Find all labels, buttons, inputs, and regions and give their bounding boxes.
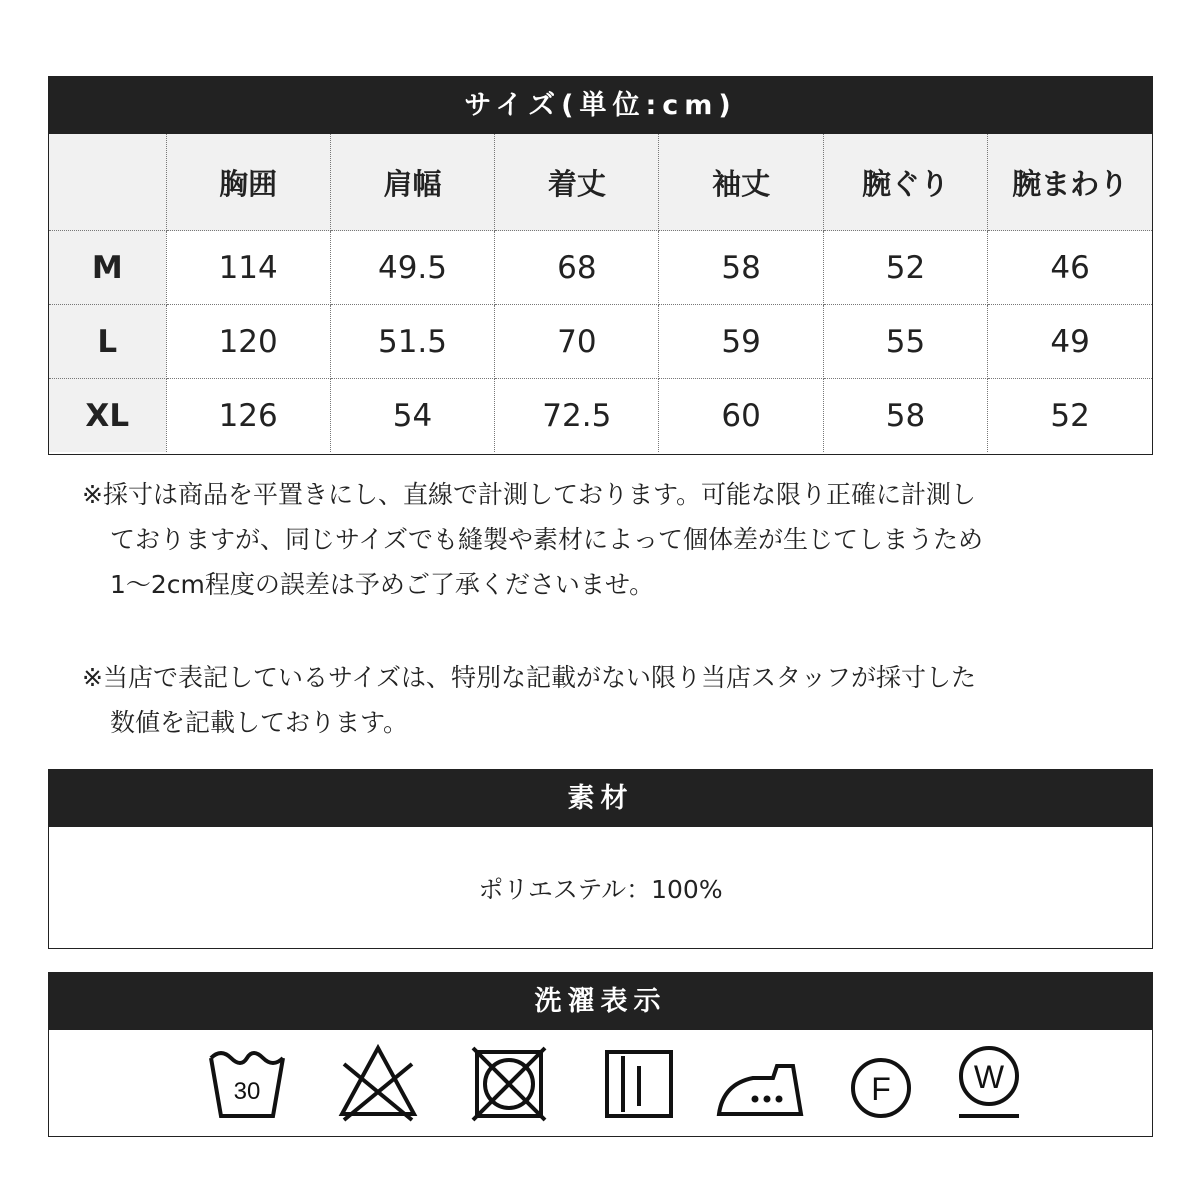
line-dry-icon xyxy=(599,1044,679,1124)
note-line: ※当店で表記しているサイズは、特別な記載がない限り当店スタッフが採寸した xyxy=(82,663,976,692)
table-cell: 126 xyxy=(166,379,330,453)
table-cell: 58 xyxy=(823,379,987,453)
column-header-corner xyxy=(49,134,166,231)
table-cell: 114 xyxy=(166,231,330,305)
size-source-note xyxy=(82,655,1142,745)
no-bleach-icon xyxy=(338,1044,418,1124)
size-table-title: サイズ(単位:cm) xyxy=(49,77,1152,134)
table-cell: 46 xyxy=(988,231,1152,305)
table-cell: 52 xyxy=(988,379,1152,453)
wet-clean-letter: W xyxy=(973,1059,1005,1095)
material-title: 素材 xyxy=(49,770,1152,827)
size-table-section xyxy=(48,76,1153,455)
table-cell: 49 xyxy=(988,305,1152,379)
table-row xyxy=(49,379,1152,453)
size-label: XL xyxy=(49,379,166,453)
note-line: 数値を記載しております。 xyxy=(110,708,409,737)
measurement-note xyxy=(82,472,1142,607)
column-header-arm-circumference: 腕まわり xyxy=(988,134,1152,231)
dry-clean-f-icon xyxy=(841,1044,921,1124)
table-cell: 72.5 xyxy=(495,379,659,453)
dry-clean-letter: F xyxy=(871,1071,891,1107)
table-cell: 120 xyxy=(166,305,330,379)
material-section xyxy=(48,769,1153,949)
note-line: ておりますが、同じサイズでも縫製や素材によって個体差が生じてしまうため xyxy=(110,525,984,554)
table-cell: 68 xyxy=(495,231,659,305)
table-cell: 51.5 xyxy=(330,305,494,379)
no-tumble-dry-icon xyxy=(469,1044,549,1124)
wash-30-icon xyxy=(207,1044,287,1124)
table-row xyxy=(49,231,1152,305)
table-cell: 70 xyxy=(495,305,659,379)
table-cell: 59 xyxy=(659,305,823,379)
note-line: ※採寸は商品を平置きにし、直線で計測しております。可能な限り正確に計測し xyxy=(82,480,976,509)
column-header-chest: 胸囲 xyxy=(166,134,330,231)
wet-clean-w-icon xyxy=(949,1044,1029,1124)
size-label: M xyxy=(49,231,166,305)
column-header-sleeve: 袖丈 xyxy=(659,134,823,231)
care-title: 洗濯表示 xyxy=(49,973,1152,1030)
table-cell: 54 xyxy=(330,379,494,453)
note-line: 1〜2cm程度の誤差は予めご了承くださいませ。 xyxy=(110,570,655,599)
column-header-length: 着丈 xyxy=(495,134,659,231)
iron-low-icon xyxy=(715,1044,805,1124)
size-table xyxy=(49,134,1152,452)
table-cell: 55 xyxy=(823,305,987,379)
size-label: L xyxy=(49,305,166,379)
column-header-shoulder: 肩幅 xyxy=(330,134,494,231)
table-cell: 58 xyxy=(659,231,823,305)
wash-temperature-label: 30 xyxy=(233,1078,261,1105)
table-cell: 49.5 xyxy=(330,231,494,305)
size-table-header-row xyxy=(49,134,1152,231)
material-text: ポリエステル：100% xyxy=(478,874,723,904)
table-cell: 60 xyxy=(659,379,823,453)
column-header-armhole: 腕ぐり xyxy=(823,134,987,231)
care-icons-row xyxy=(49,1030,1152,1136)
table-cell: 52 xyxy=(823,231,987,305)
care-label-section xyxy=(48,972,1153,1137)
table-row xyxy=(49,305,1152,379)
